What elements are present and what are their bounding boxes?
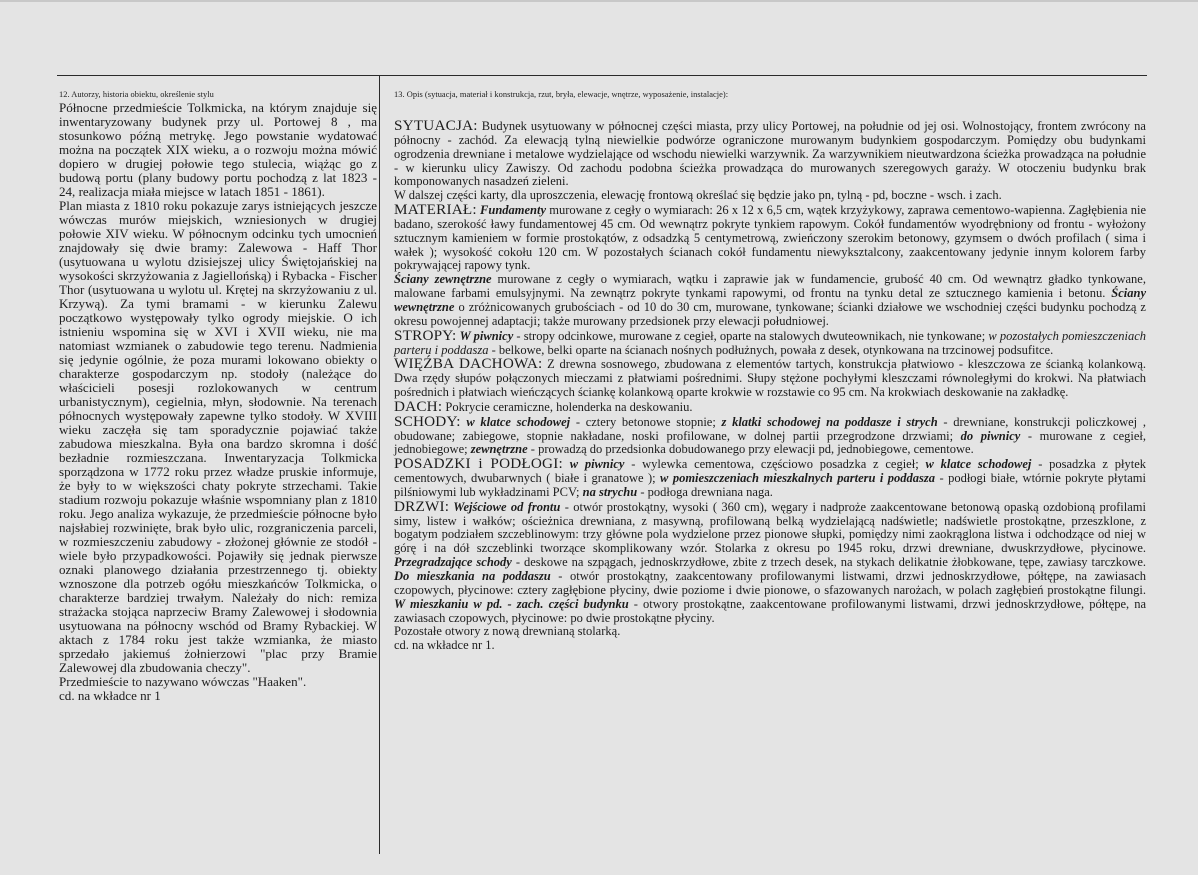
posadzki-section xyxy=(394,457,1146,500)
sytuacja-section xyxy=(394,119,1146,189)
posadzki-strych-label: na strychu xyxy=(579,484,638,499)
stropy-pozostale-text: - belkowe, belki oparte na ścianach nośnych podłużnych, powała z desek, otynkowana na trzcinowej podsufitce. xyxy=(488,342,1054,357)
column-divider xyxy=(379,76,380,854)
sytuacja-heading: SYTUACJA: xyxy=(394,117,478,134)
wiezba-section xyxy=(394,357,1146,400)
material-section xyxy=(394,203,1146,329)
drzwi-przegradzajace-text: - deskowe na szpągach, jednoskrzydłowe, zbite z trzech desek, na stykach delikatnie żłobkowane, tępe, zawiasy tarczkowe. xyxy=(511,555,1147,570)
drzwi-section xyxy=(394,497,1147,626)
fundamenty-text: murowane z cegły o wymiarach: 26 x 12 x 6,5 cm, wątek krzyżykowy, zaprawa cementowo-wapienna. Zagłębienia nie badano, szerokość ławy fundamentowej 45 cm. Od wewnątrz pokryte tynkiem rapowym. Cokół fundamentów wyodrębniony od frontu - wyłożony sztucznym kamieniem w formie prostokątów, z odsadzką 5 centymetrową, zwieńczony szerokim betonowy, gzymsem o dwóch profilach ( sima i wałek ); wysokość cokołu 120 cm. W pozostałych ścianach cokół fundamentu niewyksztalcony, zaakcentowany jedynie innym kolorem farby pokrywającej rapowy tynk. xyxy=(394,203,1147,273)
section-label-description: 13. Opis (sytuacja, materiał i konstrukcja, rzut, bryła, elewacje, wnętrze, wyposażenie, instalacje): xyxy=(394,90,729,99)
schody-poddasze-text: - drewniane, konstrukcji policzkowej , obudowane; zabiegowe, stopnie nakładane, noski profilowane, w dolnej partii przegrodzone drzwiami; xyxy=(394,414,1146,443)
wiezba-heading: WIĘŹBA DACHOWA: xyxy=(394,355,543,373)
posadzki-mieszkania-label: w pomieszczeniach mieszkalnych parteru i poddasza xyxy=(655,471,936,486)
sciany-zewnetrzne-text: murowane z cegły o wymiarach, wątku i zaprawie jak w fundamencie, grubość 40 cm. Od wewnątrz gładko tynkowane, malowane farbami emulsyjnymi. Na zewnątrz pokryte tynkami rapowymi, od frontu na tynku detal ze sztucznego kamienia i betonu. xyxy=(394,272,1146,301)
description-column xyxy=(394,89,1146,653)
sciany-zewnetrzne-label: Ściany zewnętrzne xyxy=(394,272,492,287)
stropy-section xyxy=(394,326,1147,358)
schody-zewnetrzne-text: - prowadzą do przedsionka dobudowanego przy elewacji pd, jednobiegowe, cementowe. xyxy=(527,442,974,457)
drzwi-mieszkanie-label: W mieszkaniu w pd. - zach. części budynku xyxy=(394,596,629,611)
drzwi-pozostale: Pozostałe otwory z nową drewnianą stolarką. xyxy=(394,624,621,639)
dach-text: Pokrycie ceramiczne, holenderka na deskowaniu. xyxy=(442,399,693,414)
sciany-wewnetrzne-label: Ściany wewnętrzne xyxy=(394,286,1147,314)
stropy-pozostale-label: w pozostałych pomieszczeniach parteru i poddasza xyxy=(394,328,1147,357)
posadzki-strych-text: - podłoga drewniana naga. xyxy=(637,484,773,499)
drzwi-wejsciowe-text: - otwór prostokątny, wysoki ( 360 cm), węgary i nadproże zaakcentowane betonową opaską ozdobioną profilami simy, listew i wałków; ościeżnica drewniana, z masywną, profilowaną belką wydzielającą nadświetle; nadświetle prostokątne, przeszklone, z bogatym podziałem szczeblinowym: trzy główne pola wydzielone przez pionowe słupki, pomiędzy nimi zaokrąglona listwa i odchodzące od niej w górę i na dół szczeblinki tworzące skomplikowany wzór. Stolarka z okresu po 1945 roku, drzwi drewniane, dwuskrzydłowe, płycinowe. xyxy=(394,499,1146,556)
schody-poddasze-label: z klatki schodowej na poddasze i strych xyxy=(715,414,938,429)
wiezba-text: Z drewna sosnowego, zbudowana z elementów tartych, konstrukcja płatwiowo - kleszczowa ze ścianką kolankową. Dwa rzędy słupów połączonych mieczami z płatwiami pośrednimi. Słupy stężone pochyłymi kleszczami równoległymi do krokwi. Na płatwiach pośrednich i płatwiach wieńczących ściankę kolankową oparte krokwie w rozstawie co 95 cm. Na krokwiach deskowanie na zakładkę. xyxy=(394,357,1147,400)
drzwi-mieszkanie-text: - otwory prostokątne, zaakcentowane profilowanymi listwami, drzwi jednoskrzydłowe, półtępe, na zawiasach czopowych, płycinowe: po dwie prostokątne płyciny. xyxy=(394,596,1146,625)
history-column xyxy=(59,89,377,703)
stropy-heading: STROPY: xyxy=(394,326,457,344)
drzwi-przegradzajace-label: Przegradzające schody xyxy=(394,555,512,570)
fundamenty-label: Fundamenty xyxy=(480,203,547,218)
section-label-history: 12. Autorzy, historia obiektu, określenie stylu xyxy=(59,90,214,99)
posadzki-mieszkania-text: - podłogi białe, wtórnie pokryte płytami pilśniowymi lub wykładzinami PCV; xyxy=(394,471,1146,499)
sytuacja-text: Budynek usytuowany w północnej części miasta, przy ulicy Portowej, na południe od jej osi. Wolnostojący, frontem zwrócony na północny - zachód. Za elewacją tylną niewielkie podwórze ograniczone murowanym budynkiem gospodarczym. Pomiędzy obu budynkami ogrodzenia drewniane i metalowe wydzielające od wschodu niewielki warzywnik. Za warzywnikiem nieutwardzona ścieżka prowadząca na południe - w kierunku ulicy Zawiszy. Od zachodu podobna ścieżka prowadząca do murowanych szeregowych garaży. W otoczeniu budynku brak komponowanych nasadzeń zieleni. xyxy=(394,119,1146,189)
material-heading: MATERIAŁ: xyxy=(394,201,477,219)
schody-zewnetrzne-label: zewnętrzne xyxy=(467,442,528,457)
sytuacja-note: W dalszej części karty, dla uproszczenia, elewację frontową określać się będzie jako pn, tylną - pd, boczne - wsch. i zach. xyxy=(394,188,1002,203)
schody-klatka-label: w klatce schodowej xyxy=(460,414,571,429)
schody-heading: SCHODY: xyxy=(394,412,461,430)
top-rule xyxy=(57,75,1147,76)
posadzki-klatka-label: w klatce schodowej xyxy=(918,457,1032,472)
posadzki-klatka-text: - posadzka z płytek cementowych, dwubarwnych ( białe i granatowe ); xyxy=(394,457,1147,486)
schody-klatka-text: - cztery betonowe stopnie; xyxy=(570,414,716,429)
dach-section xyxy=(394,397,1146,415)
schody-section xyxy=(394,412,1147,458)
drzwi-poddasze-label: Do mieszkania na poddaszu xyxy=(394,569,551,583)
schody-piwnica-label: do piwnicy xyxy=(953,428,1021,443)
history-paragraph: Północne przedmieście Tolkmicka, na którym znajduje się inwentaryzowany budynek przy ul. Portowej 8 , ma stosunkowo późną metrykę. Jego powstanie wydatować można na początek XIX wieku, a o rozwoju można mówić dopiero w drugiej połowie tego stulecia, wiążąc go z budową portu (plany budowy portu pochodzą z lat 1823 - 24, realizacja miała miejsce w latach 1851 - 1861). xyxy=(59,100,377,199)
stropy-piwnicy-text: - stropy odcinkowe, murowane z cegieł, oparte na stalowych dwuteownikach, nie tynkowane; xyxy=(513,328,986,343)
posadzki-piwnica-text: - wylewka cementowa, częściowo posadzka z cegieł; xyxy=(624,457,919,472)
stropy-piwnicy-label: W piwnicy xyxy=(459,328,514,343)
sciany-wewnetrzne-text: o zróżnicowanych grubościach - od 10 do 30 cm, murowane, tynkowane; ścianki działowe we wschodniej części budynku pochodzą z okresu powojennej adaptacji; także murowany przedsionek przy elewacji południowej. xyxy=(394,299,1146,328)
continuation-note: cd. na wkładce nr 1. xyxy=(394,638,495,653)
posadzki-piwnica-label: w piwnicy xyxy=(562,457,625,472)
history-paragraph: Plan miasta z 1810 roku pokazuje zarys istniejących jeszcze wówczas murów miejskich, wzniesionych w drugiej połowie XIV wieku. W północnym odcinku tych umocnień znajdowały się dwie bramy: Zalewowa - Haff Thor (usytuowana u wylotu dzisiejszej ulicy Świętojańskiej na wysokości skrzyżowania z Jagiellońską) i Rybacka - Fischer Thor (usytuowana u wylotu ul. Krętej na skrzyżowaniu z ul. Krzywą). Za tymi bramami - w kierunku Zalewu początkowo występowały tylko ogrody miejskie. O ich istnieniu wspomina się w XVI i XVII wieku, nie ma natomiast wzmianek o zabudowie tego terenu. Nadmienia się jedynie ogólnie, że poza murami lokowano obiekty o charakterze gospodarczym np. stodoły (należące do właścicieli posesji rozlokowanych w centrum urbanistycznym), cegielnia, młyn, słodownie. Na terenach północnych występowały zapewne tylko stodoły. W XVIII wieku zaczęła się tam sporadycznie pojawiać także zabudowa mieszkalna. Była ona bardzo skromna i dość bezładnie rozmieszczana. Inwentaryzacja Tolkmicka sporządzona w 1772 roku przez władze pruskie informuje, że były to w większości chaty pokryte strzechami. Takie stadium rozwoju pokazuje właśnie wspomniany plan z 1810 roku. Jego analiza wykazuje, że przedmieście północne było najsłabiej rozwinięte, brak było ulic, rozgraniczenia parceli, w rozmieszczeniu zabudowy - złożonej głównie ze stodół - wiele było przypadkowości. Pojawiły się jednak pierwsze oznaki planowego działania przestrzennego tj. obiekty wznoszone dla potrzeb ogółu mieszkańców Tolkmicka, o charakterze bardziej trwałym. Należały do nich: remiza strażacka stojąca naprzeciw Bramy Zalewowej i słodownia usytuowana na północny wschód od Bramy Rybackiej. W aktach z 1784 roku jest także wzmianka, że miasto sprzedało jakiemuś żołnierzowi "plac przy Bramie Zalewowej dla zbudowania checzy". xyxy=(59,198,377,675)
drzwi-poddasze-text: - otwór prostokątny, zaakcentowany profilowanymi listwami, drzwi jednoskrzydłowe, półtępe, na zawiasach czopowych, płycinowe: cztery zagłębione płyciny, dwie poziome i dwie pionowe, o sfazowanych narożach, w polach zagłębień prostokątne filungi. xyxy=(394,569,1146,597)
continuation-note: cd. na wkładce nr 1 xyxy=(59,688,161,703)
drzwi-wejsciowe-label: Wejściowe od frontu xyxy=(449,499,561,514)
dach-heading: DACH: xyxy=(394,397,443,415)
history-paragraph: Przedmieście to nazywano wówczas "Haaken". xyxy=(59,674,307,689)
schody-piwnica-text: - murowane z cegieł, jednobiegowe; xyxy=(394,428,1147,457)
posadzki-heading: POSADZKI i PODŁOGI: xyxy=(394,455,563,473)
drzwi-heading: DRZWI: xyxy=(394,497,450,515)
